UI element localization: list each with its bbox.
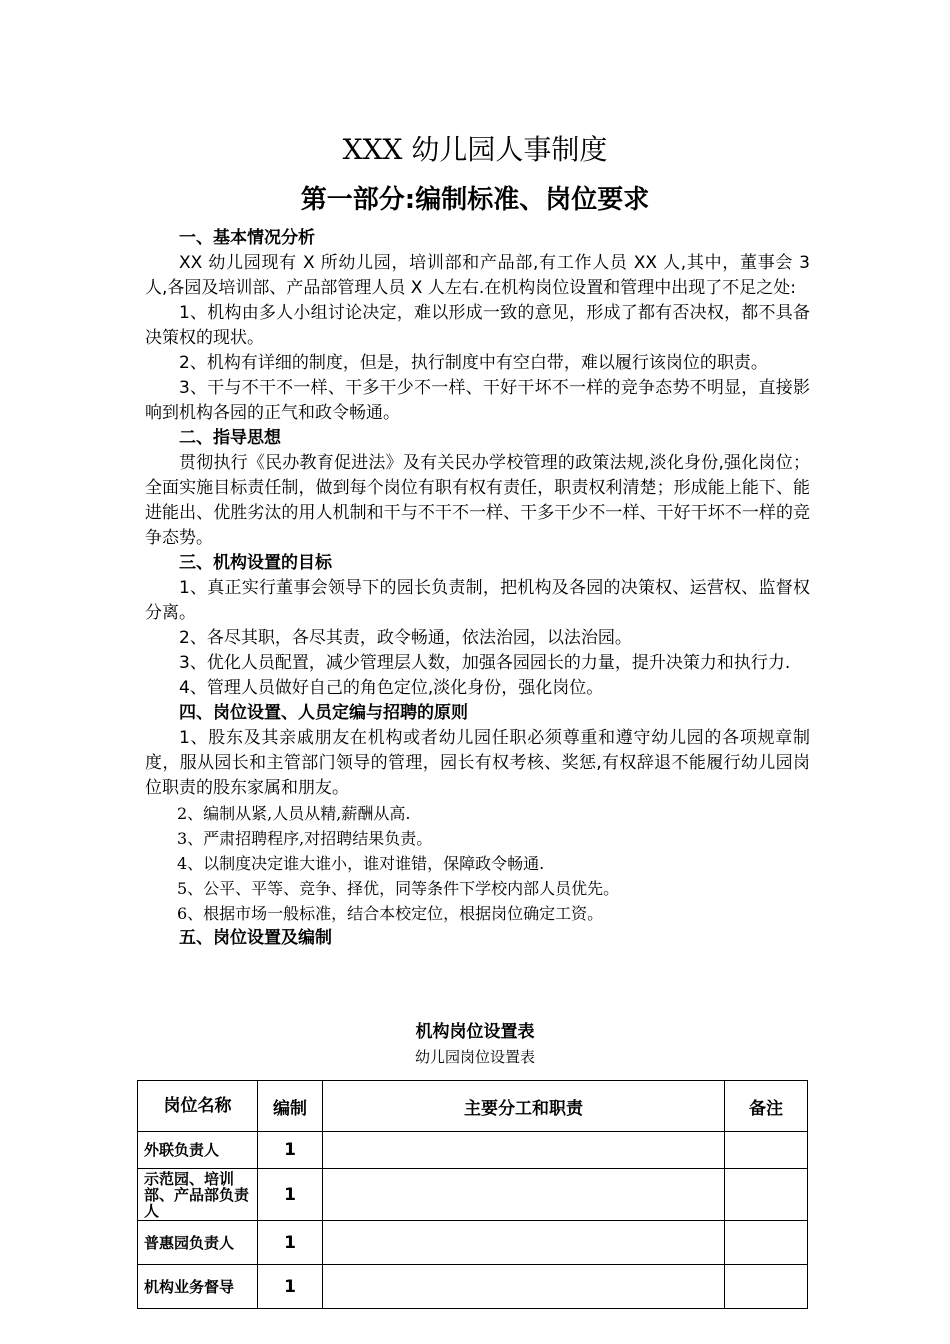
cell-position-name: 普惠园负责人 — [138, 1221, 258, 1265]
body-paragraph: 4、以制度决定谁大谁小，谁对谁错，保障政令畅通. — [177, 854, 545, 873]
cell-remarks — [725, 1169, 808, 1221]
body-paragraph: 6、根据市场一般标准，结合本校定位，根据岗位确定工资。 — [177, 904, 604, 923]
body-paragraph: 2、各尽其职，各尽其责，政令畅通，依法治园，以法治园。 — [179, 628, 632, 648]
cell-headcount: 1 — [258, 1265, 323, 1309]
cell-position-name: 示范园、培训部、产品部负责人 — [138, 1169, 258, 1221]
header-duties: 主要分工和职责 — [323, 1081, 725, 1132]
body-paragraph: 1、股东及其亲戚朋友在机构或者幼儿园任职必须尊重和遵守幼儿园的各项规章制度，服从园长和主管部门领导的管理，园长有权考核、奖惩,有权辞退不能履行幼儿园岗位职责的股东家属和朋友。 — [145, 728, 810, 798]
table-row — [138, 1132, 808, 1169]
cell-headcount: 1 — [258, 1132, 323, 1169]
table-header-row — [138, 1081, 808, 1132]
body-paragraph: 2、机构有详细的制度，但是，执行制度中有空白带，难以履行该岗位的职责。 — [179, 353, 768, 373]
cell-duties — [323, 1169, 725, 1221]
cell-duties — [323, 1221, 725, 1265]
header-position-name: 岗位名称 — [138, 1081, 258, 1132]
body-paragraph: XX 幼儿园现有 X 所幼儿园，培训部和产品部,有工作人员 XX 人,其中，董事会 3 人,各园及培训部、产品部管理人员 X 人左右.在机构岗位设置和管理中出现了不足之处: — [145, 253, 810, 298]
cell-position-name: 机构业务督导 — [138, 1265, 258, 1309]
cell-headcount: 1 — [258, 1169, 323, 1221]
body-paragraph: 3、干与不干不一样、干多干少不一样、干好干坏不一样的竞争态势不明显，直接影响到机构各园的正气和政令畅通。 — [145, 378, 810, 423]
section-heading: 四、岗位设置、人员定编与招聘的原则 — [179, 703, 468, 723]
table-caption: 机构岗位设置表 — [415, 1022, 535, 1042]
document-body — [145, 226, 810, 951]
section-heading: 一、基本情况分析 — [179, 228, 315, 248]
position-table — [137, 1080, 808, 1309]
header-headcount: 编制 — [258, 1081, 323, 1132]
cell-position-name: 外联负责人 — [138, 1132, 258, 1169]
table-subcaption: 幼儿园岗位设置表 — [414, 1048, 535, 1066]
document-subtitle: 第一部分:编制标准、岗位要求 — [300, 185, 650, 215]
body-paragraph: 5、公平、平等、竞争、择优，同等条件下学校内部人员优先。 — [177, 879, 620, 898]
table-row — [138, 1221, 808, 1265]
section-heading: 五、岗位设置及编制 — [179, 928, 332, 948]
body-paragraph: 贯彻执行《民办教育促进法》及有关民办学校管理的政策法规,淡化身份,强化岗位；全面实施目标责任制，做到每个岗位有职有权有责任，职责权利清楚；形成能上能下、能进能出、优胜劣汰的用人机制和干与不干不一样、干多干少不一样、干好干坏不一样的竞争态势。 — [145, 453, 810, 548]
body-paragraph: 1、机构由多人小组讨论决定，难以形成一致的意见，形成了都有否决权，都不具备决策权的现状。 — [145, 303, 810, 348]
body-paragraph: 1、真正实行董事会领导下的园长负责制，把机构及各园的决策权、运营权、监督权分离。 — [145, 578, 810, 623]
document-title: XXX 幼儿园人事制度 — [342, 133, 608, 166]
body-paragraph: 3、严肃招聘程序,对招聘结果负责。 — [177, 829, 433, 848]
cell-duties — [323, 1132, 725, 1169]
body-paragraph: 3、优化人员配置，减少管理层人数，加强各园园长的力量，提升决策力和执行力. — [179, 653, 791, 673]
section-heading: 二、指导思想 — [179, 428, 281, 448]
cell-remarks — [725, 1132, 808, 1169]
body-paragraph: 2、编制从紧,人员从精,薪酬从高. — [177, 804, 411, 823]
cell-headcount: 1 — [258, 1221, 323, 1265]
cell-remarks — [725, 1221, 808, 1265]
body-paragraph: 4、管理人员做好自己的角色定位,淡化身份，强化岗位。 — [179, 678, 604, 698]
section-heading: 三、机构设置的目标 — [179, 553, 332, 573]
table-row — [138, 1169, 808, 1221]
header-remarks: 备注 — [725, 1081, 808, 1132]
table-row — [138, 1265, 808, 1309]
cell-duties — [323, 1265, 725, 1309]
cell-remarks — [725, 1265, 808, 1309]
